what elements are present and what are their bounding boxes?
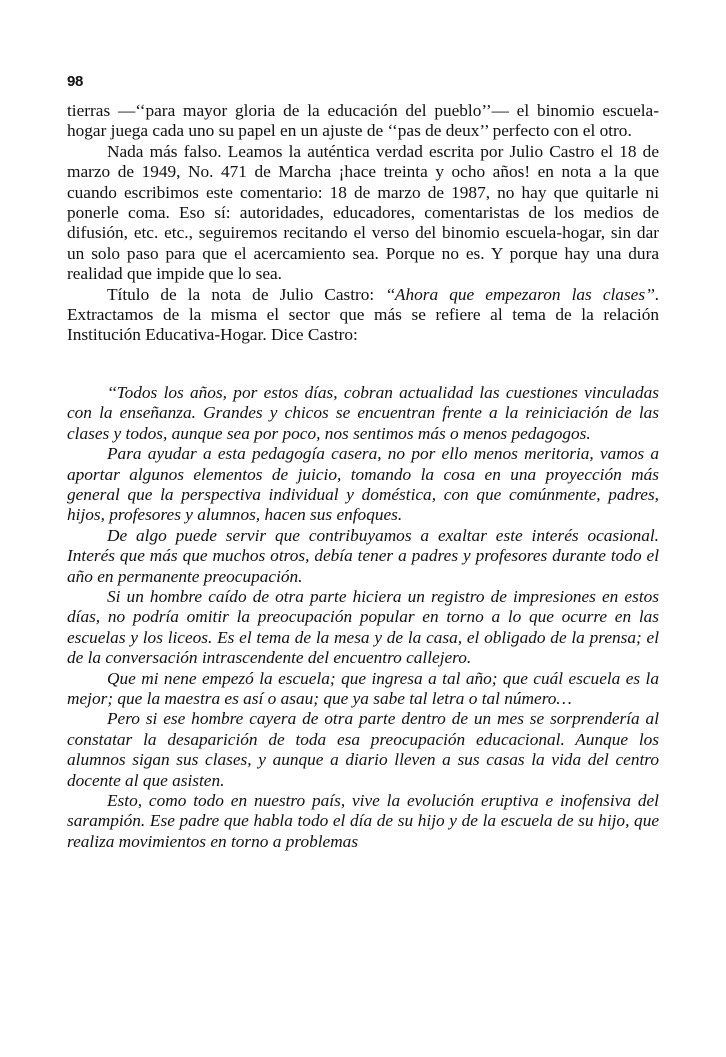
quote-paragraph: Que mi nene empezó la escuela; que ingresa a tal año; que cuál escuela es la mejor; que la maestra es así o asau; que ya sabe tal letra o tal número…: [67, 668, 659, 708]
quote-paragraph: Pero si ese hombre cayera de otra parte dentro de un mes se sorprendería al constatar la desaparición de toda esa preocupación educacional. Aunque los alumnos sigan sus clases, y aunque a diario lleven a sus casas la vida del centro docente al que asisten.: [67, 709, 659, 790]
quote-paragraph: Para ayudar a esta pedagogía casera, no por ello menos meritoria, vamos a aportar algunos elementos de juicio, tomando la cosa en una proyección más general que la perspectiva individual y doméstica, con que comúnmente, padres, hijos, profesores y alumnos, hacen sus enfoques.: [67, 444, 659, 525]
block-quote: [67, 383, 659, 852]
quote-paragraph: Si un hombre caído de otra parte hiciera un registro de impresiones en estos días, no podría omitir la preocupación popular en torno a lo que ocurre en las escuelas y los liceos. Es el tema de la mesa y de la casa, el obligado de la prensa; el de la conversación intrascendente del encuentro callejero.: [67, 586, 659, 668]
paragraph-titulo-nota: [67, 285, 659, 346]
article-title: ‘‘Ahora que empezaron las clases’’: [385, 284, 655, 304]
quote-paragraph: ‘‘Todos los años, por estos días, cobran actualidad las cuestiones vinculadas con la enseñanza. Grandes y chicos se encuentran frente a la reiniciación de las clases y todos, aunque sea por poco, nos sentimos más o menos pedagogos.: [67, 382, 659, 443]
page-number: 98: [67, 73, 84, 90]
paragraph-continuation: tierras —‘‘para mayor gloria de la educación del pueblo’’— el binomio escuela-hogar juega cada uno su papel en un ajuste de ‘‘pas de deux’’ perfecto con el otro.: [67, 101, 659, 141]
paragraph-nada-mas-falso: Nada más falso. Leamos la auténtica verdad escrita por Julio Castro el 18 de marzo de 1949, No. 471 de Marcha ¡hace treinta y ocho años! en nota a la que cuando escribimos este comentario: 18 de marzo de 1987, no hay que quitarle ni ponerle coma. Eso sí: autoridades, educadores, comentaristas de los medios de difusión, etc. etc., seguiremos recitando el verso del binomio escuela-hogar, sin dar un solo paso para que el acercamiento sea. Porque no es. Y porque hay una dura realidad que impide que lo sea.: [67, 141, 659, 284]
quote-paragraph: De algo puede servir que contribuyamos a exaltar este interés ocasional. Interés que más que muchos otros, debía tener a padres y profesores durante todo el año en permanente preocupación.: [67, 525, 659, 586]
quote-paragraph: Esto, como todo en nuestro país, vive la evolución eruptiva e inofensiva del sarampión. Ese padre que habla todo el día de su hijo y de la escuela de su hijo, que realiza movimientos en torno a problemas: [67, 791, 659, 851]
book-page: [67, 72, 659, 852]
paragraph-text: . Extractamos de la misma el sector que más se refiere al tema de la relación Institución Educativa-Hogar. Dice Castro:: [67, 284, 659, 345]
paragraph-text: Título de la nota de Julio Castro:: [107, 284, 386, 304]
